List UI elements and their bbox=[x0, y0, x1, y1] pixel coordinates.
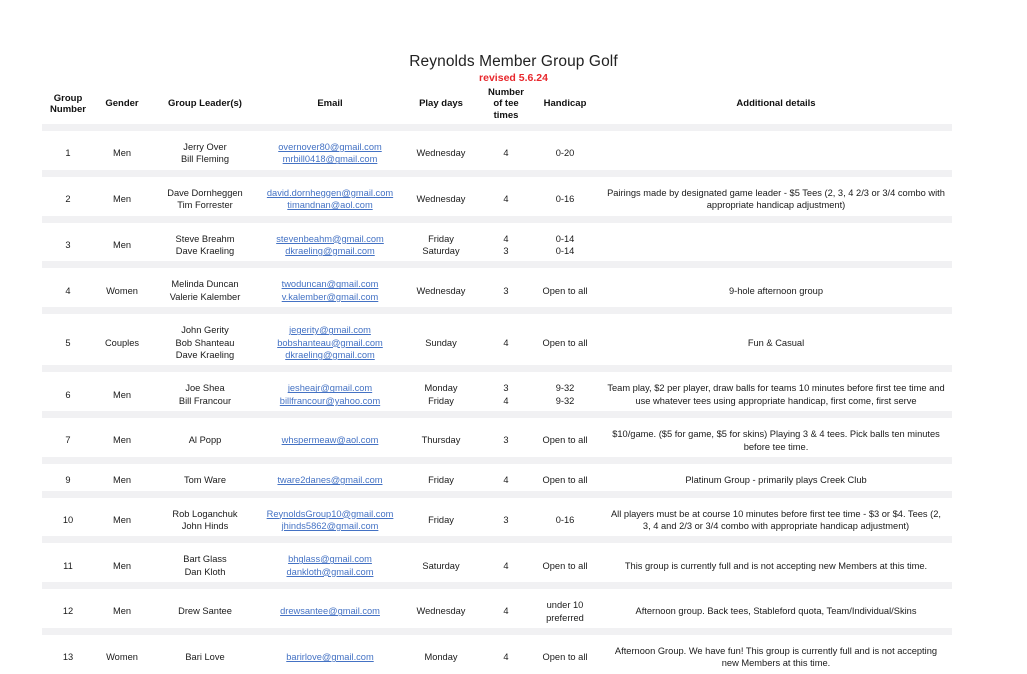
separator-cell bbox=[42, 418, 952, 425]
separator-cell bbox=[42, 372, 952, 379]
cell-tee-times bbox=[482, 230, 530, 262]
col-header-play-days: Play days bbox=[419, 98, 463, 110]
cell-tee-times bbox=[482, 471, 530, 490]
cell-additional-details: Pairings made by designated game leader - $5 Tees (2, 3, 4 2/3 or 3/4 combo with appropriate handicap adjustment) bbox=[607, 187, 945, 211]
leader-name: John Hinds bbox=[181, 520, 229, 531]
play-day: Friday bbox=[428, 514, 454, 525]
table-row[interactable] bbox=[42, 275, 952, 307]
cell-group-number: 11 bbox=[63, 560, 73, 571]
email-link[interactable]: david.dornheggen@gmail.com bbox=[266, 187, 394, 198]
email-link[interactable]: timandnan@aol.com bbox=[287, 200, 373, 211]
col-header-email: Email bbox=[317, 98, 343, 110]
handicap-range: 9-32 bbox=[555, 383, 575, 394]
cell-gender: Women bbox=[106, 285, 138, 296]
cell-email[interactable] bbox=[260, 596, 400, 628]
handicap-range: 0-14 bbox=[555, 233, 575, 244]
cell-handicap bbox=[530, 275, 600, 307]
tee-time-count: 4 bbox=[503, 395, 509, 406]
row-separator-band bbox=[42, 124, 952, 131]
cell-gender: Men bbox=[112, 435, 132, 446]
separator-cell bbox=[42, 124, 952, 131]
email-link[interactable]: bhglass@gmail.com bbox=[288, 554, 372, 565]
cell-handicap bbox=[530, 550, 600, 582]
cell-play-days bbox=[400, 379, 482, 411]
table-row[interactable] bbox=[42, 596, 952, 628]
cell-group-number: 2 bbox=[65, 194, 71, 205]
table-row[interactable] bbox=[42, 184, 952, 216]
cell-gender: Men bbox=[112, 606, 132, 617]
cell-tee-times bbox=[482, 184, 530, 216]
cell-group-number: 1 bbox=[65, 148, 71, 159]
separator-cell bbox=[42, 314, 952, 321]
leader-name: Valerie Kalember bbox=[169, 291, 241, 302]
tee-time-count: 4 bbox=[503, 233, 509, 244]
cell-gender: Couples bbox=[104, 337, 140, 348]
cell-group-leaders bbox=[150, 596, 260, 628]
cell-gender: Men bbox=[112, 514, 132, 525]
handicap-range: 9-32 bbox=[555, 395, 575, 406]
email-link[interactable]: dankloth@gmail.com bbox=[286, 566, 374, 577]
cell-gender: Women bbox=[106, 652, 138, 663]
tee-time-count: 3 bbox=[503, 383, 509, 394]
separator-cell bbox=[42, 411, 952, 418]
cell-additional-details: 9-hole afternoon group bbox=[728, 285, 824, 296]
email-link[interactable]: v.kalember@gmail.com bbox=[281, 291, 379, 302]
separator-cell bbox=[42, 464, 952, 471]
cell-additional-details: All players must be at course 10 minutes before first tee time - $3 or $4. Tees (2, 3, 4 and 2/3 or 3/4 combo with appropriate handicap adjustment) bbox=[610, 508, 942, 531]
leader-name: Tim Forrester bbox=[177, 200, 233, 211]
title-block bbox=[0, 52, 1027, 85]
col-header-handicap: Handicap bbox=[543, 98, 587, 110]
leader-name: Steve Breahm bbox=[175, 233, 235, 244]
tee-time-count: 4 bbox=[503, 194, 509, 205]
separator-cell bbox=[42, 223, 952, 230]
cell-group-number: 6 bbox=[65, 389, 71, 400]
cell-email[interactable] bbox=[260, 184, 400, 216]
separator-cell bbox=[42, 261, 952, 268]
tee-time-count: 4 bbox=[503, 475, 509, 486]
cell-gender: Men bbox=[112, 194, 132, 205]
row-separator-band bbox=[42, 491, 952, 498]
play-day: Wednesday bbox=[416, 148, 466, 159]
separator-cell bbox=[42, 268, 952, 275]
col-header-tee-times: Number of tee times bbox=[488, 86, 524, 121]
cell-play-days bbox=[400, 275, 482, 307]
separator-cell bbox=[42, 177, 952, 184]
cell-handicap bbox=[530, 471, 600, 490]
separator-cell bbox=[42, 582, 952, 589]
cell-play-days bbox=[400, 596, 482, 628]
email-link[interactable]: dkraeling@gmail.com bbox=[285, 350, 375, 361]
handicap-range: 0-14 bbox=[555, 246, 575, 257]
row-separator-band bbox=[42, 307, 952, 314]
cell-email[interactable] bbox=[260, 505, 400, 537]
cell-group-leaders bbox=[150, 379, 260, 411]
play-day: Monday bbox=[424, 652, 458, 663]
play-day: Friday bbox=[428, 233, 454, 244]
row-gap bbox=[42, 268, 952, 275]
cell-group-leaders bbox=[150, 425, 260, 457]
tee-time-count: 3 bbox=[503, 435, 509, 446]
cell-group-leaders bbox=[150, 184, 260, 216]
row-gap bbox=[42, 223, 952, 230]
cell-tee-times bbox=[482, 138, 530, 170]
email-link[interactable]: ReynoldsGroup10@gmail.com bbox=[266, 508, 394, 519]
cell-gender: Men bbox=[112, 475, 132, 486]
cell-handicap bbox=[530, 321, 600, 365]
email-link[interactable]: whspermeaw@aol.com bbox=[281, 435, 379, 446]
col-header-group-leaders: Group Leader(s) bbox=[168, 98, 242, 110]
header-row bbox=[42, 84, 952, 124]
email-link[interactable]: jegerity@gmail.com bbox=[289, 325, 371, 336]
play-day: Wednesday bbox=[416, 285, 466, 296]
leader-name: Bill Fleming bbox=[180, 154, 230, 165]
cell-gender: Men bbox=[112, 389, 132, 400]
handicap-range: Open to all bbox=[542, 285, 588, 296]
col-header-group-number: Group Number bbox=[50, 92, 86, 115]
cell-tee-times bbox=[482, 425, 530, 457]
leader-name: Rob Loganchuk bbox=[172, 508, 238, 519]
cell-group-leaders bbox=[150, 550, 260, 582]
col-header-additional-details: Additional details bbox=[736, 98, 816, 110]
email-link[interactable]: jesheajr@gmail.com bbox=[287, 383, 373, 394]
cell-group-number: 3 bbox=[65, 239, 71, 250]
tee-time-count: 4 bbox=[503, 560, 509, 571]
revision-note: revised 5.6.24 bbox=[479, 72, 548, 84]
table-row[interactable] bbox=[42, 471, 952, 490]
table-body bbox=[42, 124, 952, 674]
row-separator-band bbox=[42, 457, 952, 464]
cell-email[interactable] bbox=[260, 275, 400, 307]
cell-email[interactable] bbox=[260, 471, 400, 490]
play-day: Friday bbox=[428, 475, 454, 486]
email-link[interactable]: mrbill0418@gmail.com bbox=[282, 154, 378, 165]
cell-group-number: 5 bbox=[65, 337, 71, 348]
cell-group-number: 9 bbox=[65, 475, 71, 486]
cell-group-number: 10 bbox=[62, 514, 74, 525]
cell-play-days bbox=[400, 505, 482, 537]
cell-group-number: 7 bbox=[65, 435, 71, 446]
table-header bbox=[42, 84, 952, 124]
page-title: Reynolds Member Group Golf bbox=[409, 53, 618, 70]
separator-cell bbox=[42, 457, 952, 464]
row-gap bbox=[42, 418, 952, 425]
cell-additional-details: Platinum Group - primarily plays Creek Club bbox=[685, 475, 867, 486]
separator-cell bbox=[42, 536, 952, 543]
table-row[interactable] bbox=[42, 425, 952, 457]
row-separator-band bbox=[42, 216, 952, 223]
handicap-range: Open to all bbox=[542, 435, 588, 446]
cell-tee-times bbox=[482, 379, 530, 411]
play-day: Thursday bbox=[421, 435, 461, 446]
separator-cell bbox=[42, 543, 952, 550]
play-day: Friday bbox=[428, 395, 454, 406]
row-separator-band bbox=[42, 628, 952, 635]
cell-play-days bbox=[400, 230, 482, 262]
separator-cell bbox=[42, 170, 952, 177]
cell-tee-times bbox=[482, 596, 530, 628]
cell-group-leaders bbox=[150, 321, 260, 365]
cell-gender: Men bbox=[112, 148, 132, 159]
row-gap bbox=[42, 498, 952, 505]
leader-name: Dave Kraeling bbox=[175, 350, 235, 361]
handicap-range: 0-16 bbox=[555, 194, 575, 205]
row-separator-band bbox=[42, 365, 952, 372]
table-row[interactable] bbox=[42, 505, 952, 537]
cell-play-days bbox=[400, 642, 482, 674]
cell-additional-details: Team play, $2 per player, draw balls for teams 10 minutes before first tee time and use whatever tees using appropriate handicap, first come, first serve bbox=[607, 383, 945, 406]
separator-cell bbox=[42, 635, 952, 642]
cell-email[interactable] bbox=[260, 379, 400, 411]
handicap-range: Open to all bbox=[542, 337, 588, 348]
leader-name: Bob Shanteau bbox=[175, 337, 235, 348]
cell-additional-details: $10/game. ($5 for game, $5 for skins) Playing 3 & 4 tees. Pick balls ten minutes before tee time. bbox=[612, 429, 940, 452]
row-gap bbox=[42, 177, 952, 184]
separator-cell bbox=[42, 307, 952, 314]
row-separator-band bbox=[42, 170, 952, 177]
cell-email[interactable] bbox=[260, 230, 400, 262]
row-gap bbox=[42, 635, 952, 642]
separator-cell bbox=[42, 589, 952, 596]
leader-name: Dan Kloth bbox=[184, 566, 226, 577]
email-link[interactable]: twoduncan@gmail.com bbox=[281, 279, 379, 290]
cell-additional-details: This group is currently full and is not accepting new Members at this time. bbox=[624, 560, 928, 571]
email-link[interactable]: billfrancour@yahoo.com bbox=[279, 395, 381, 406]
cell-handicap bbox=[530, 184, 600, 216]
leader-name: Bart Glass bbox=[183, 554, 227, 565]
play-day: Saturday bbox=[422, 246, 460, 257]
tee-time-count: 4 bbox=[503, 652, 509, 663]
separator-cell bbox=[42, 498, 952, 505]
cell-handicap bbox=[530, 138, 600, 170]
separator-cell bbox=[42, 365, 952, 372]
email-link[interactable]: stevenbeahm@gmail.com bbox=[276, 233, 384, 244]
tee-time-count: 3 bbox=[503, 285, 509, 296]
row-separator-band bbox=[42, 261, 952, 268]
cell-handicap bbox=[530, 230, 600, 262]
tee-time-count: 4 bbox=[503, 606, 509, 617]
cell-tee-times bbox=[482, 642, 530, 674]
cell-tee-times bbox=[482, 505, 530, 537]
separator-cell bbox=[42, 216, 952, 223]
cell-email[interactable] bbox=[260, 425, 400, 457]
play-day: Sunday bbox=[425, 337, 457, 348]
leader-name: Melinda Duncan bbox=[171, 279, 239, 290]
cell-additional-details: Afternoon Group. We have fun! This group is currently full and is not accepting new Members at this time. bbox=[614, 645, 938, 669]
separator-cell bbox=[42, 628, 952, 635]
cell-group-number: 13 bbox=[62, 652, 74, 663]
leader-name: Bari Love bbox=[185, 652, 225, 663]
cell-handicap bbox=[530, 505, 600, 537]
handicap-range: Open to all bbox=[542, 560, 588, 571]
row-gap bbox=[42, 314, 952, 321]
cell-group-leaders bbox=[150, 505, 260, 537]
email-link[interactable]: jhinds5862@gmail.com bbox=[281, 520, 379, 531]
table-row[interactable] bbox=[42, 230, 952, 262]
cell-email[interactable] bbox=[260, 321, 400, 365]
table-row[interactable] bbox=[42, 138, 952, 170]
cell-additional-details bbox=[600, 230, 952, 262]
table-row[interactable] bbox=[42, 379, 952, 411]
tee-time-count: 3 bbox=[503, 246, 509, 257]
email-link[interactable]: drewsantee@gmail.com bbox=[280, 606, 380, 617]
table-row[interactable] bbox=[42, 321, 952, 365]
handicap-range: Open to all bbox=[542, 475, 588, 486]
leader-name: Al Popp bbox=[188, 435, 222, 446]
tee-time-count: 3 bbox=[503, 514, 509, 525]
cell-tee-times bbox=[482, 275, 530, 307]
cell-additional-details: Afternoon group. Back tees, Stableford quota, Team/Individual/Skins bbox=[635, 606, 917, 617]
tee-time-count: 4 bbox=[503, 337, 509, 348]
cell-handicap bbox=[530, 379, 600, 411]
cell-gender: Men bbox=[112, 239, 132, 250]
leader-name: Jerry Over bbox=[183, 142, 227, 152]
cell-gender: Men bbox=[112, 560, 132, 571]
handicap-range: Open to all bbox=[542, 652, 588, 663]
table-row[interactable] bbox=[42, 550, 952, 582]
col-header-gender: Gender bbox=[105, 98, 139, 110]
cell-play-days bbox=[400, 138, 482, 170]
cell-email[interactable] bbox=[260, 138, 400, 170]
email-link[interactable]: bobshanteau@gmail.com bbox=[277, 337, 383, 348]
leader-name: Dave Kraeling bbox=[175, 246, 235, 257]
row-separator-band bbox=[42, 411, 952, 418]
row-separator-band bbox=[42, 582, 952, 589]
cell-group-leaders bbox=[150, 230, 260, 262]
play-day: Saturday bbox=[422, 560, 460, 571]
cell-play-days bbox=[400, 321, 482, 365]
group-table bbox=[42, 84, 952, 674]
leader-name: Tom Ware bbox=[183, 475, 226, 486]
leader-name: Bill Francour bbox=[178, 395, 232, 406]
cell-tee-times bbox=[482, 550, 530, 582]
cell-email[interactable] bbox=[260, 550, 400, 582]
cell-group-leaders bbox=[150, 471, 260, 490]
cell-handicap bbox=[530, 642, 600, 674]
play-day: Wednesday bbox=[416, 606, 466, 617]
row-gap bbox=[42, 372, 952, 379]
cell-play-days bbox=[400, 471, 482, 490]
cell-play-days bbox=[400, 425, 482, 457]
separator-cell bbox=[42, 131, 952, 138]
cell-group-leaders bbox=[150, 275, 260, 307]
leader-name: Dave Dornheggen bbox=[167, 187, 243, 198]
cell-handicap bbox=[530, 425, 600, 457]
email-link[interactable]: dkraeling@gmail.com bbox=[285, 246, 375, 257]
cell-additional-details: Fun & Casual bbox=[747, 337, 805, 348]
handicap-range: under 10 bbox=[546, 600, 584, 611]
cell-group-leaders bbox=[150, 642, 260, 674]
row-gap bbox=[42, 131, 952, 138]
handicap-range: 0-20 bbox=[555, 148, 575, 159]
play-day: Wednesday bbox=[416, 194, 466, 205]
row-gap bbox=[42, 464, 952, 471]
cell-tee-times bbox=[482, 321, 530, 365]
cell-play-days bbox=[400, 184, 482, 216]
cell-group-number: 4 bbox=[65, 285, 71, 296]
cell-play-days bbox=[400, 550, 482, 582]
cell-group-leaders bbox=[150, 138, 260, 170]
leader-name: Drew Santee bbox=[178, 606, 232, 617]
leader-name: John Gerity bbox=[181, 325, 229, 336]
email-link[interactable]: tware2danes@gmail.com bbox=[277, 475, 383, 486]
separator-cell bbox=[42, 491, 952, 498]
leader-name: Joe Shea bbox=[185, 383, 225, 394]
row-separator-band bbox=[42, 536, 952, 543]
handicap-range: preferred bbox=[546, 612, 584, 623]
email-link[interactable]: barirlove@gmail.com bbox=[286, 652, 374, 663]
cell-additional-details bbox=[600, 138, 952, 170]
tee-time-count: 4 bbox=[503, 148, 509, 159]
row-gap bbox=[42, 543, 952, 550]
cell-handicap bbox=[530, 596, 600, 628]
row-gap bbox=[42, 589, 952, 596]
handicap-range: 0-16 bbox=[555, 514, 575, 525]
cell-email[interactable] bbox=[260, 642, 400, 674]
cell-group-number: 12 bbox=[62, 606, 74, 617]
table-row[interactable] bbox=[42, 642, 952, 674]
play-day: Monday bbox=[424, 383, 458, 394]
email-link[interactable]: overnover80@gmail.com bbox=[278, 142, 382, 152]
